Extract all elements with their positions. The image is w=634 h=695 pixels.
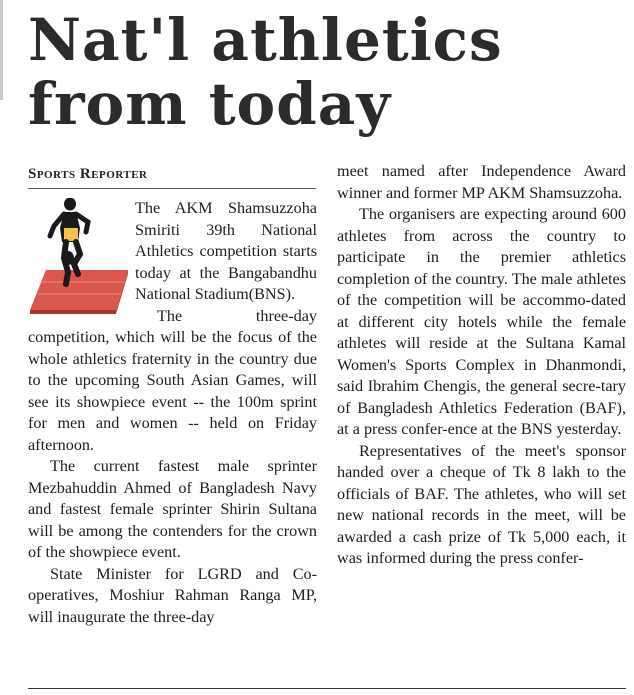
article-column-1: [28, 198, 317, 628]
paragraph: meet named after Independence Award winner and former MP AKM Shamsuzzoha.: [337, 162, 626, 202]
headline-line-1: Nat'l athletics: [28, 6, 503, 74]
page-edge-shadow: [0, 0, 3, 100]
paragraph: Representatives of the meet's sponsor handed over a cheque of Tk 8 lakh to the officials of BAF. The athletes, who will set new national records in the meet, will be awarded a cash prize of Tk 5,000 each, it was informed during the press confer-: [337, 441, 626, 567]
headline-line-2: from today: [28, 70, 392, 138]
sprinter-illustration: [28, 198, 130, 316]
article-column-2: [337, 161, 626, 570]
bottom-divider: [28, 688, 626, 689]
paragraph: The organisers are expecting around 600 athletes from across the country to participate in the premier athletics completion of the country. The male athletes of the competition will be accommo-dated at different city hotels while the female athletes will reside at the Sultana Kamal Women's Sports Complex in Dhanmondi, said Ibrahim Chengis, the general secre-tary of Bangladesh Athletics Federation (BAF), at a press confer-ence at the BNS yesterday.: [337, 205, 626, 438]
sprinter-icon: [28, 198, 130, 316]
paragraph: The current fastest male sprinter Mezbahuddin Ahmed of Bangladesh Navy and fastest female sprinter Shirin Sultana will be among the contenders for the crown of the showpiece event.: [28, 457, 317, 561]
paragraph: State Minister for LGRD and Co-operatives, Moshiur Rahman Ranga MP, will inaugurate the three-day: [28, 564, 317, 626]
paragraph: The AKM Shamsuzzoha Smiriti 39th National Athletics competition starts today at the Bangabandhu National Stadium(BNS).: [135, 199, 317, 303]
byline: Sports Reporter: [28, 166, 148, 182]
byline-divider: [28, 188, 316, 189]
headline: [28, 8, 588, 136]
paragraph: The three-day competition, which will be the focus of the whole athletics fraternity in the country due to the upcoming South Asian Games, will see its showpiece event -- the 100m sprint for men and women -- held on Friday afternoon.: [28, 306, 317, 454]
